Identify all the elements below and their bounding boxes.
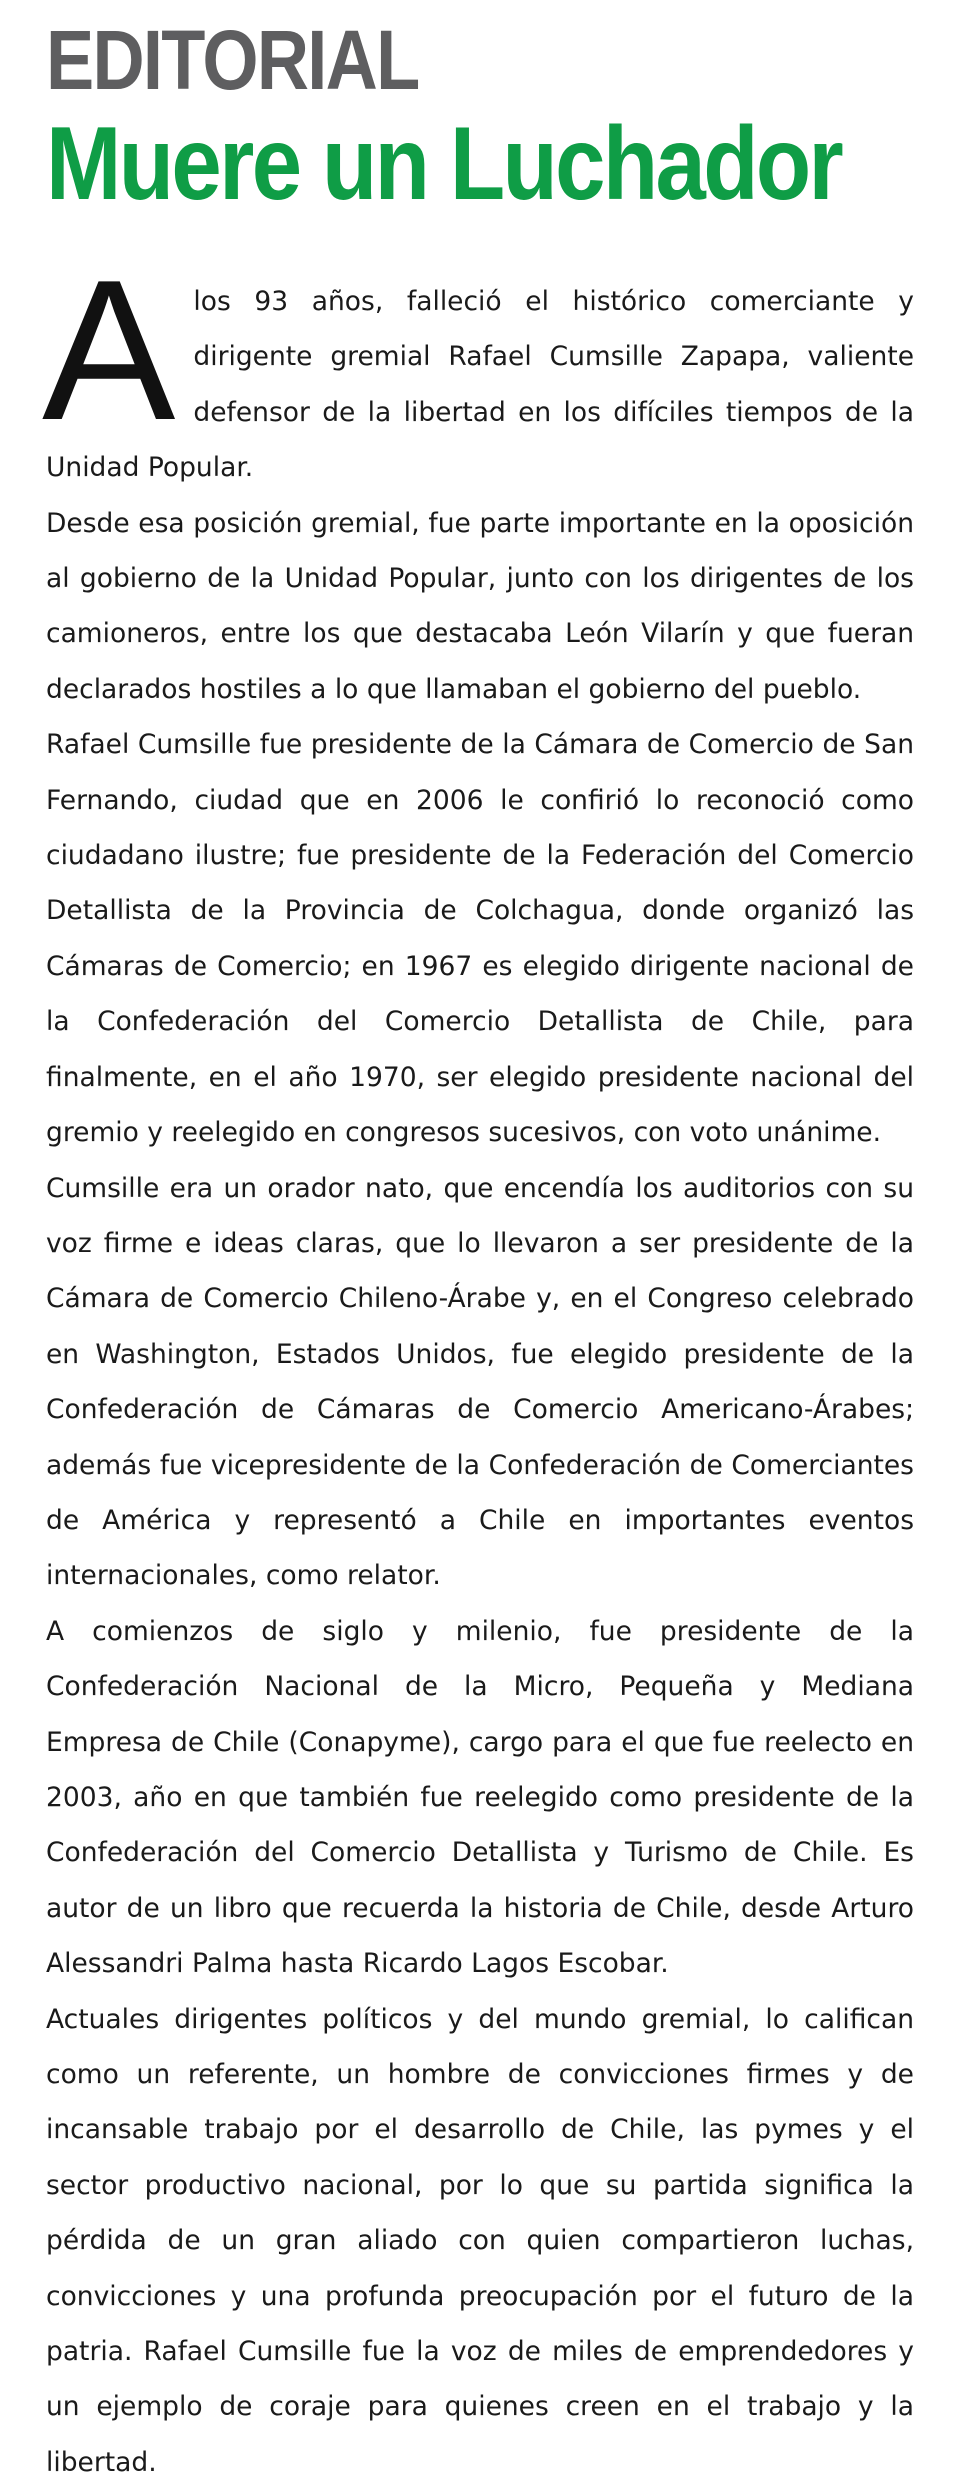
headline: Muere un Luchador	[46, 106, 842, 222]
paragraph: Cumsille era un orador nato, que encendía los auditorios con su voz firme e ideas claras, que lo llevaron a ser presidente de la Cámara de Comercio Chileno-Árabe y, en el Congreso celebrado en Washington, Estados Unidos, fue elegido presidente de la Confederación de Cámaras de Comercio Americano-Árabes; además fue vicepresidente de la Confederación de Comerciantes de América y representó a Chile en importantes eventos internacionales, como relator.	[46, 1172, 914, 1592]
drop-cap: A	[42, 239, 176, 462]
article-body	[42, 239, 914, 2490]
paragraph: A comienzos de siglo y milenio, fue presidente de la Confederación Nacional de la Micro, Pequeña y Mediana Empresa de Chile (Conapyme), cargo para el que fue reelecto en 2003, año en que también fue reelegido como presidente de la Confederación del Comercio Detallista y Turismo de Chile. Es autor de un libro que recuerda la historia de Chile, desde Arturo Alessandri Palma hasta Ricardo Lagos Escobar.	[46, 1615, 914, 1980]
paragraph: Actuales dirigentes políticos y del mundo gremial, lo califican como un referente, un hombre de convicciones firmes y de incansable trabajo por el desarrollo de Chile, las pymes y el sector productivo nacional, por lo que su partida significa la pérdida de un gran aliado con quien compartieron luchas, convicciones y una profunda preocupación por el futuro de la patria. Rafael Cumsille fue la voz de miles de emprendedores y un ejemplo de coraje para quienes creen en el trabajo y la libertad.	[46, 2003, 914, 2478]
section-label: EDITORIAL	[46, 13, 419, 107]
paragraph: Desde esa posición gremial, fue parte importante en la oposición al gobierno de la Unidad Popular, junto con los dirigentes de los camioneros, entre los que destacaba León Vilarín y que fueran declarados hostiles a lo que llamaban el gobierno del pueblo.	[46, 507, 914, 705]
lead-text: los 93 años, falleció el histórico comerciante y dirigente gremial Rafael Cumsille Zapapa, valiente defensor de la libertad en los difíciles tiempos de la Unidad Popular.	[46, 286, 914, 484]
paragraph: Rafael Cumsille fue presidente de la Cámara de Comercio de San Fernando, ciudad que en 2006 le confirió lo reconoció como ciudadano ilustre; fue presidente de la Federación del Comercio Detallista de la Provincia de Colchagua, donde organizó las Cámaras de Comercio; en 1967 es elegido dirigente nacional de la Confederación del Comercio Detallista de Chile, para finalmente, en el año 1970, ser elegido presidente nacional del gremio y reelegido en congresos sucesivos, con voto unánime.	[46, 729, 914, 1149]
lead-paragraph	[42, 239, 914, 496]
